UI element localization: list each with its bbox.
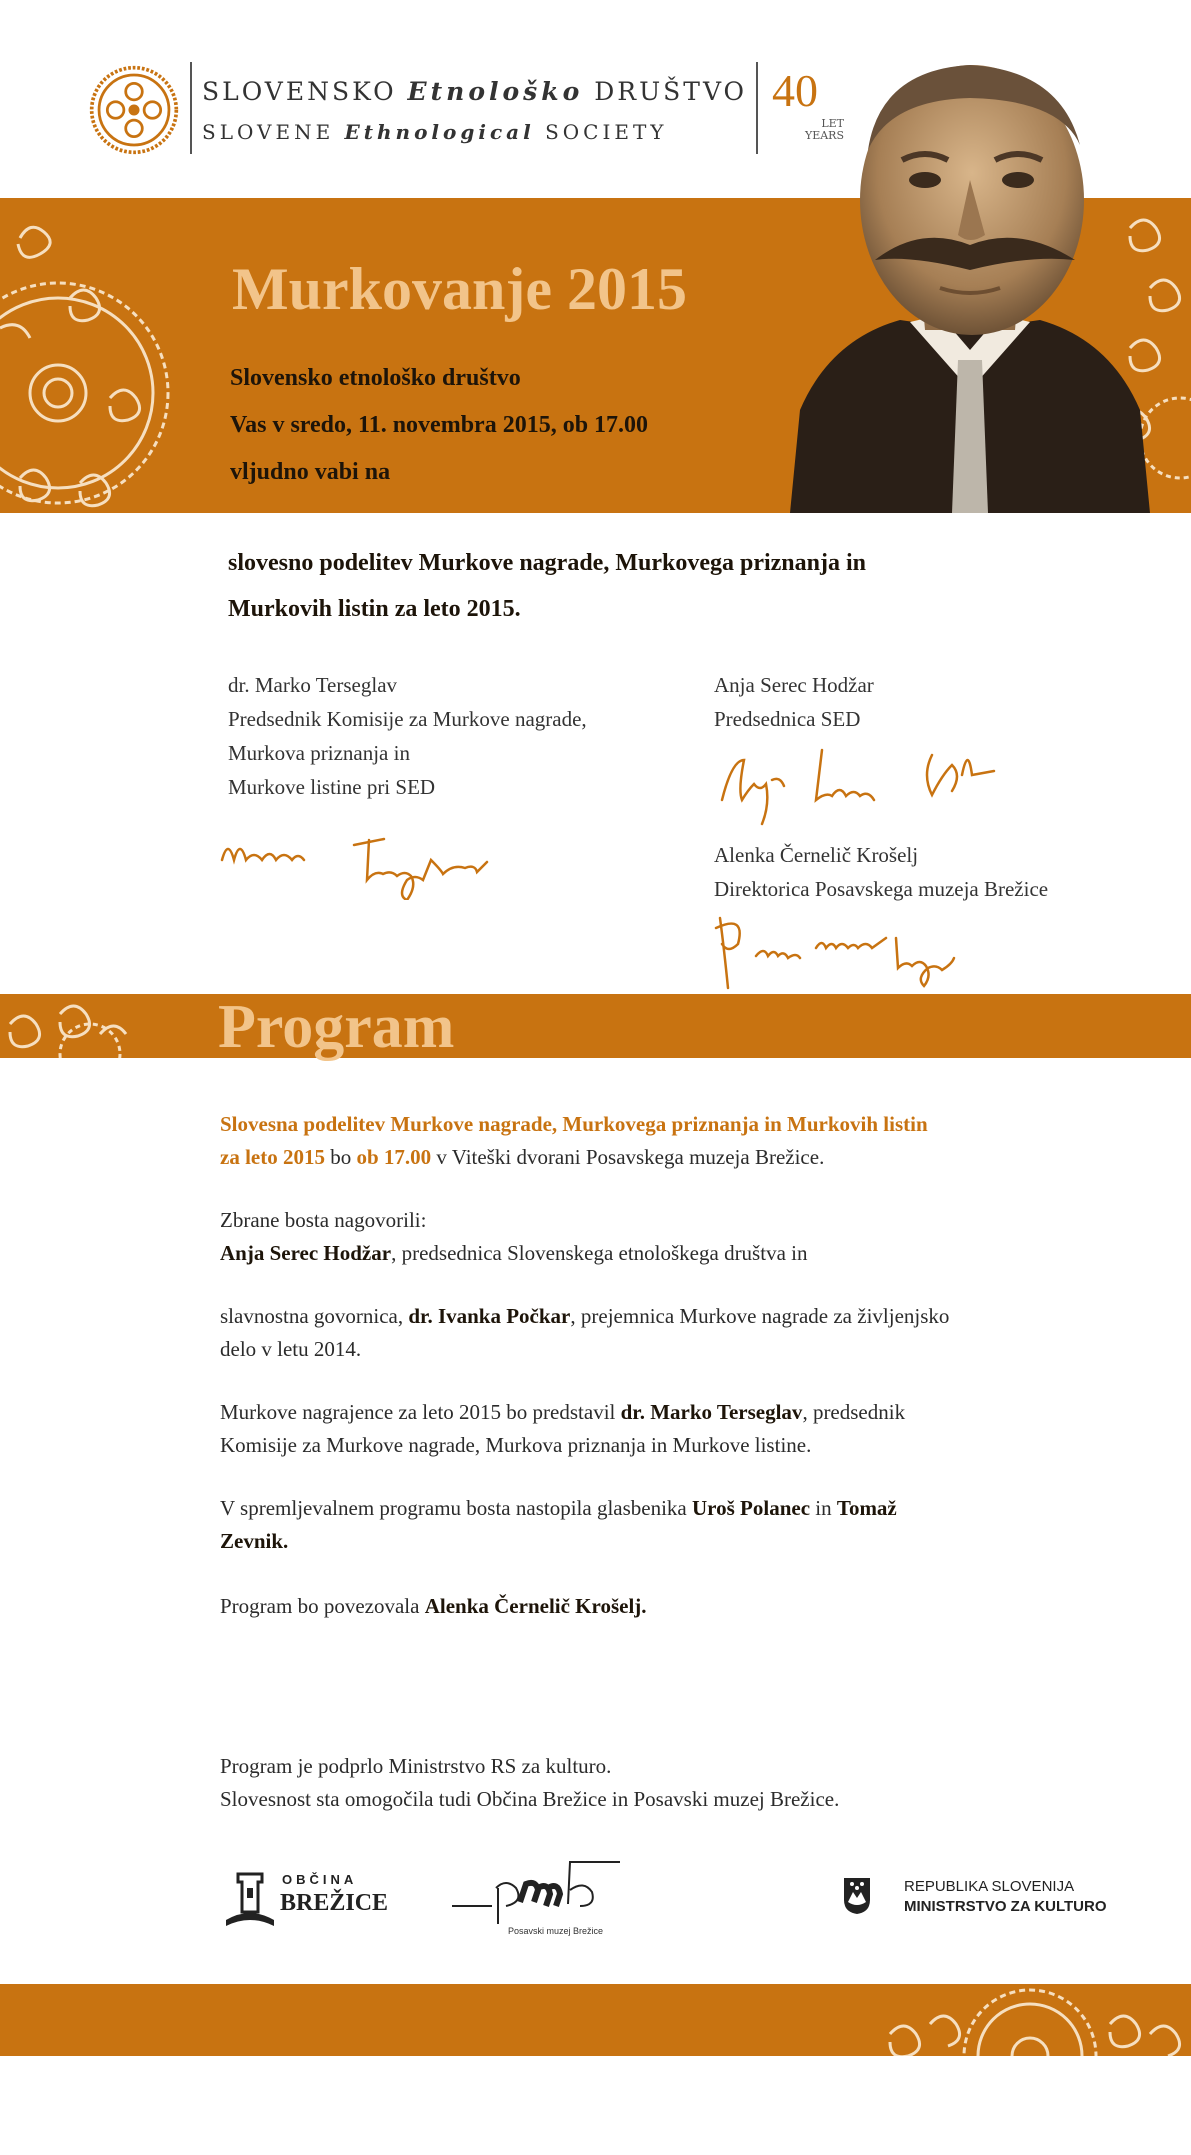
logo-text: REPUBLIKA SLOVENIJA [904,1878,1075,1895]
body-text: V spremljevalnem programu bosta nastopila glasbenika [220,1496,692,1520]
body-text: slavnostna govornica, [220,1304,409,1328]
logo-text: MINISTRSTVO ZA KULTURO [904,1898,1107,1915]
signatory-right-top [714,668,874,736]
signatory-role: Murkove listine pri SED [228,775,436,799]
highlight-text: za leto 2015 [220,1145,325,1169]
band-datetime: Vas v sredo, 11. novembra 2015, ob 17.00 [230,412,649,438]
signatory-right-bottom [714,838,1048,906]
portrait-photo [790,30,1150,513]
program-paragraph-6 [220,1590,1080,1623]
speaker-name: dr. Ivanka Počkar [408,1304,571,1328]
support-line: Slovesnost sta omogočila tudi Občina Brežice in Posavski muzej Brežice. [220,1787,840,1811]
highlight-text: ob 17.00 [356,1145,432,1169]
header-divider [190,62,192,154]
program-paragraph-4 [220,1396,1080,1462]
body-text: Program bo povezovala [220,1594,425,1618]
society-name-slovene [202,72,748,112]
anniversary-let: LET [821,117,844,130]
name-part: DRUŠTVO [594,77,748,106]
body-text: Murkove nagrajence za leto 2015 bo predstavil [220,1400,621,1424]
body-text: in [810,1496,837,1520]
society-name-english [202,112,742,152]
program-paragraph-2 [220,1204,1080,1270]
name-script-word: Etnološko [407,77,584,106]
band-invite: vljudno vabi na [230,459,391,485]
speaker-name: dr. Marko Terseglav [620,1400,803,1424]
signature-cernelic-kroselj [706,908,996,994]
folk-ornament-left [0,198,185,513]
signatory-left [228,668,587,804]
signatory-name: Alenka Černelič Krošelj [714,843,919,867]
body-text: , predsednik [802,1400,906,1424]
body-text: Komisije za Murkove nagrade, Murkova priznanja in Murkove listine. [220,1433,812,1457]
invitation-line: slovesno podelitev Murkove nagrade, Murkovega priznanja in [228,550,867,576]
program-title: Program [218,993,455,1061]
host-name: Alenka Černelič Krošelj. [424,1594,647,1618]
program-paragraph-5 [220,1492,1080,1558]
signatory-name: Anja Serec Hodžar [714,673,874,697]
logo-caption: Posavski muzej Brežice [508,1926,604,1936]
support-line: Program je podprlo Ministrstvo RS za kulturo. [220,1754,612,1778]
body-text: delo v letu 2014. [220,1337,362,1361]
society-name [202,72,748,152]
body-text: v Viteški dvorani Posavskega muzeja Brežice. [431,1145,825,1169]
signatory-role: Predsednica SED [714,707,861,731]
name-part: SLOVENE [202,120,335,144]
signatory-name: dr. Marko Terseglav [228,673,398,697]
society-logo-icon [88,64,180,156]
obcina-brezice-logo [224,1868,389,1928]
program-band [0,994,1191,1058]
signatory-role: Predsednik Komisije za Murkove nagrade, [228,707,587,731]
body-text: , predsednica Slovenskega etnološkega društva in [391,1241,808,1265]
program-paragraph-1 [220,1108,1080,1174]
logo-text: BREŽICE [280,1890,389,1916]
slovenia-coat-of-arms-icon [842,1876,872,1916]
event-title: Murkovanje 2015 [232,256,687,322]
logo-text: OBČINA [282,1872,358,1887]
castle-tower-icon [224,1868,276,1928]
signatory-role: Direktorica Posavskega muzeja Brežice [714,877,1049,901]
body-text: bo [324,1145,357,1169]
signatory-role: Murkova priznanja in [228,741,410,765]
posavski-muzej-logo [452,1858,632,1940]
name-part: SLOVENSKO [202,77,397,106]
pmb-monogram-icon [452,1858,632,1924]
support-note [220,1750,1080,1816]
invitation-line: Murkovih listin za leto 2015. [228,596,521,622]
signature-terseglav [214,820,504,900]
anniversary-number: 40 [772,65,818,116]
musician-name: Tomaž [836,1496,897,1520]
body-text: , prejemnica Murkove nagrade za življenjsko [570,1304,950,1328]
band-organizer: Slovensko etnološko društvo [230,365,521,391]
body-text: Zbrane bosta nagovorili: [220,1208,427,1232]
header-divider [756,62,758,154]
anniversary-years: YEARS [804,129,844,142]
program-paragraph-3 [220,1300,1080,1366]
name-part: SOCIETY [545,120,668,144]
folk-ornament-program [0,994,140,1058]
name-script-word: Ethnological [344,120,535,144]
ministry-culture-logo [842,1876,1122,1926]
highlight-text: Slovesna podelitev Murkove nagrade, Murkovega priznanja in Murkovih listin [220,1112,928,1136]
signature-serec-hodzar [712,740,1012,830]
musician-name: Zevnik. [220,1529,289,1553]
speaker-name: Anja Serec Hodžar [220,1241,392,1265]
musician-name: Uroš Polanec [692,1496,811,1520]
folk-ornament-footer [870,1984,1191,2056]
